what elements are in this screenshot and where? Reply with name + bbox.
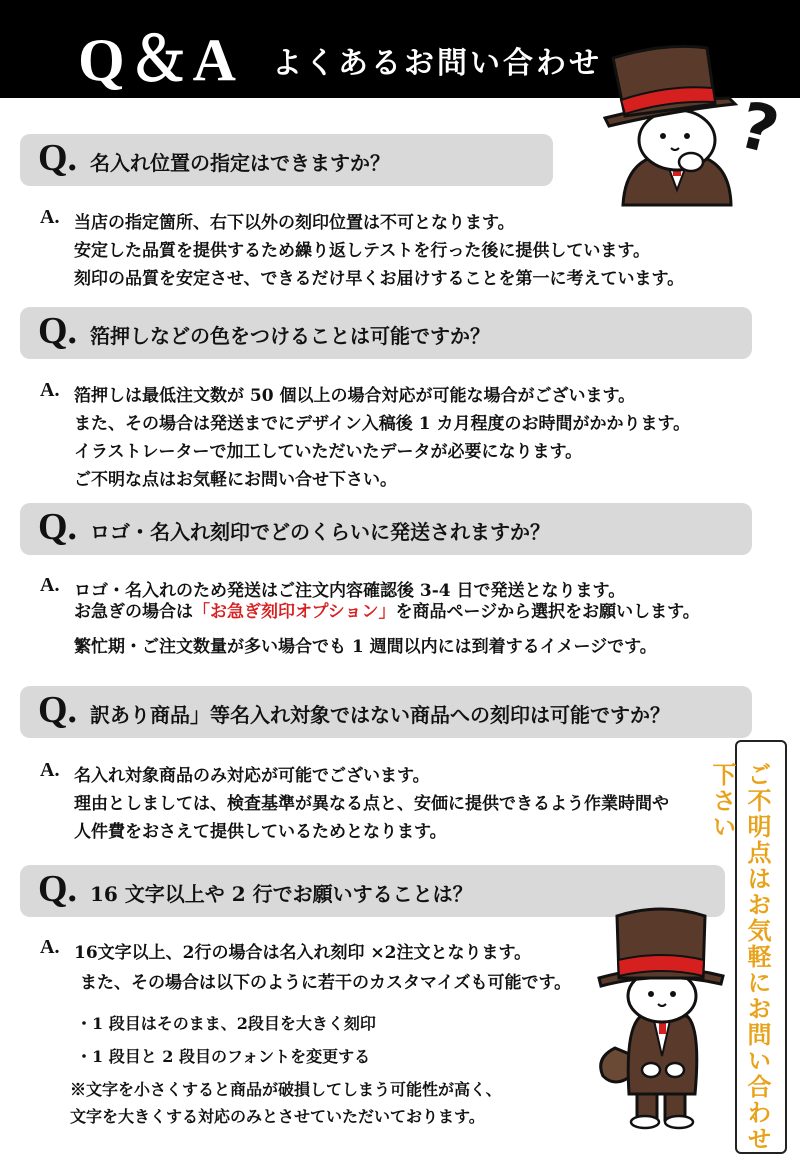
answer-3-line-3: 繁忙期・ご注文数量が多い場合でも 1 週間以内には到着するイメージです。 (74, 637, 657, 657)
q-label: Q. (38, 506, 78, 548)
question-text-3: ロゴ・名入れ刻印でどのくらいに発送されますか？ (90, 520, 550, 544)
answer-2-line-4: ご不明な点はお気軽にお問い合せ下さい。 (74, 470, 397, 490)
answer-3-line-2-pre: お急ぎの場合は (74, 602, 193, 622)
answer-1-line-3: 刻印の品質を安定させ、できるだけ早くお届けすることを第一に考えています。 (74, 269, 685, 289)
side-note-text: ご不明点はお気軽にお問い合わせ下さい (708, 762, 772, 1152)
question-text-4: 訳あり商品」等名入れ対象ではない商品への刻印は可能ですか？ (90, 703, 670, 727)
answer-2-line-1: 箔押しは最低注文数が 50 個以上の場合対応が可能な場合がございます。 (74, 386, 636, 406)
answer-2-line-3: イラストレーターで加工していただいたデータが必要になります。 (74, 442, 583, 462)
answer-2-line-2: また、その場合は発送までにデザイン入稿後 1 カ月程度のお時間がかかります。 (74, 414, 691, 434)
q-label: Q. (38, 689, 78, 731)
header-title: Q＆A (78, 27, 240, 93)
answer-3-line-2 (74, 597, 700, 622)
question-text-5: 16 文字以上や 2 行でお願いすることは？ (90, 882, 473, 906)
answer-5-bullet-1: ・1 段目はそのまま、2段目を大きく刻印 (76, 1014, 376, 1033)
question-bar-1 (20, 134, 553, 186)
question-bar-3 (20, 503, 752, 555)
answer-5-line-2: また、その場合は以下のように若干のカスタマイズも可能です。 (80, 973, 572, 993)
rush-engraving-option-highlight: 「お急ぎ刻印オプション」 (193, 602, 396, 622)
question-text-1: 名入れ位置の指定はできますか？ (90, 151, 390, 175)
question-bar-2 (20, 307, 752, 359)
a-label: A. (40, 574, 60, 596)
q-label: Q. (38, 310, 78, 352)
a-label: A. (40, 936, 60, 958)
mascot-standing-illustration (595, 898, 730, 1130)
answer-4-line-1: 名入れ対象商品のみ対応が可能でございます。 (74, 766, 430, 786)
a-label: A. (40, 206, 60, 228)
q-label: Q. (38, 137, 78, 179)
question-bar-4 (20, 686, 752, 738)
answer-5-note-line-2: 文字を大きくする対応のみとさせていただいております。 (70, 1107, 485, 1126)
answer-5-line-1: 16文字以上、2行の場合は名入れ刻印 ×2注文となります。 (74, 943, 532, 963)
q-label: Q. (38, 868, 78, 910)
answer-1-line-2: 安定した品質を提供するため繰り返しテストを行った後に提供しています。 (74, 241, 650, 261)
question-mark-icon: ? (731, 88, 786, 170)
a-label: A. (40, 379, 60, 401)
question-text-2: 箔押しなどの色をつけることは可能ですか？ (90, 324, 490, 348)
answer-5-note-line-1: ※文字を小さくすると商品が破損してしまう可能性が高く、 (70, 1080, 502, 1099)
answer-4-line-3: 人件費をおさえて提供しているためとなります。 (74, 822, 447, 842)
side-note-box (708, 740, 787, 1154)
answer-3-line-2-post: を商品ページから選択をお願いします。 (395, 602, 700, 622)
header-subtitle: よくあるお問い合わせ (272, 46, 602, 81)
answer-4-line-2: 理由としましては、検査基準が異なる点と、安価に提供できるよう作業時間や (74, 794, 669, 814)
answer-1-line-1: 当店の指定箇所、右下以外の刻印位置は不可となります。 (74, 213, 515, 233)
answer-5-bullet-2: ・1 段目と 2 段目のフォントを変更する (76, 1047, 371, 1066)
answer-3-line-1: ロゴ・名入れのため発送はご注文内容確認後 3-4 日で発送となります。 (74, 581, 626, 601)
a-label: A. (40, 759, 60, 781)
